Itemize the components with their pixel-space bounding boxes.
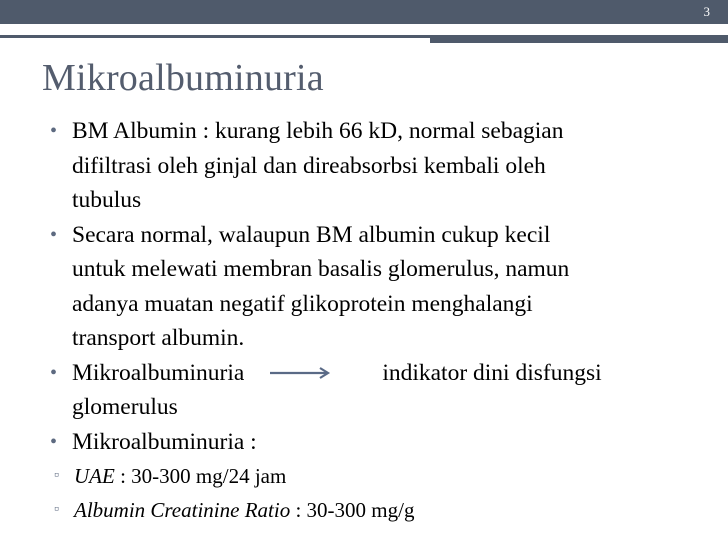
bullet-item [50,356,710,425]
sub-bullet-value: : 30-300 mg/g [290,498,415,522]
bullet-line: adanya muatan negatif glikoprotein menghalangi [72,290,533,317]
bullet-text: Mikroalbuminuria [72,359,245,386]
bullet-line [72,356,710,391]
bullet-item [50,114,710,218]
sub-bullet-square-icon: ▫ [54,502,59,517]
bullet-dot-icon: • [50,430,58,453]
bullet-dot-icon: • [50,223,58,246]
bullet-line: difiltrasi oleh ginjal dan direabsorbsi kembali oleh [72,152,546,179]
top-banner [0,0,728,24]
sub-bullet-square-icon: ▫ [54,468,59,483]
slide-content [50,114,710,527]
slide-title: Mikroalbuminuria [42,57,324,99]
bullet-text: indikator dini disfungsi [382,359,602,386]
bullet-line: Secara normal, walaupun BM albumin cukup kecil [72,221,551,248]
bullet-item [50,425,710,460]
bullet-dot-icon: • [50,120,58,142]
bullet-line: Mikroalbuminuria : [72,428,257,455]
sub-bullet-item [28,493,710,527]
bullet-line: transport albumin. [72,325,245,351]
bullet-line: untuk melewati membran basalis glomerulus, namun [72,256,570,282]
sub-bullet-value: : 30-300 mg/24 jam [114,464,287,488]
right-arrow-icon [270,367,332,379]
bullet-line: tubulus [72,187,142,213]
sub-bullet-item [28,459,710,493]
bullet-line: BM Albumin : kurang lebih 66 kD, normal sebagian [72,118,564,144]
bullet-line: glomerulus [72,394,178,420]
bullet-item [50,218,710,356]
accent-notch [430,35,728,43]
sub-bullet-label: UAE [74,464,115,488]
page-number: 3 [703,4,710,19]
sub-bullet-label: Albumin Creatinine Ratio [74,498,291,522]
bullet-dot-icon: • [50,361,58,384]
